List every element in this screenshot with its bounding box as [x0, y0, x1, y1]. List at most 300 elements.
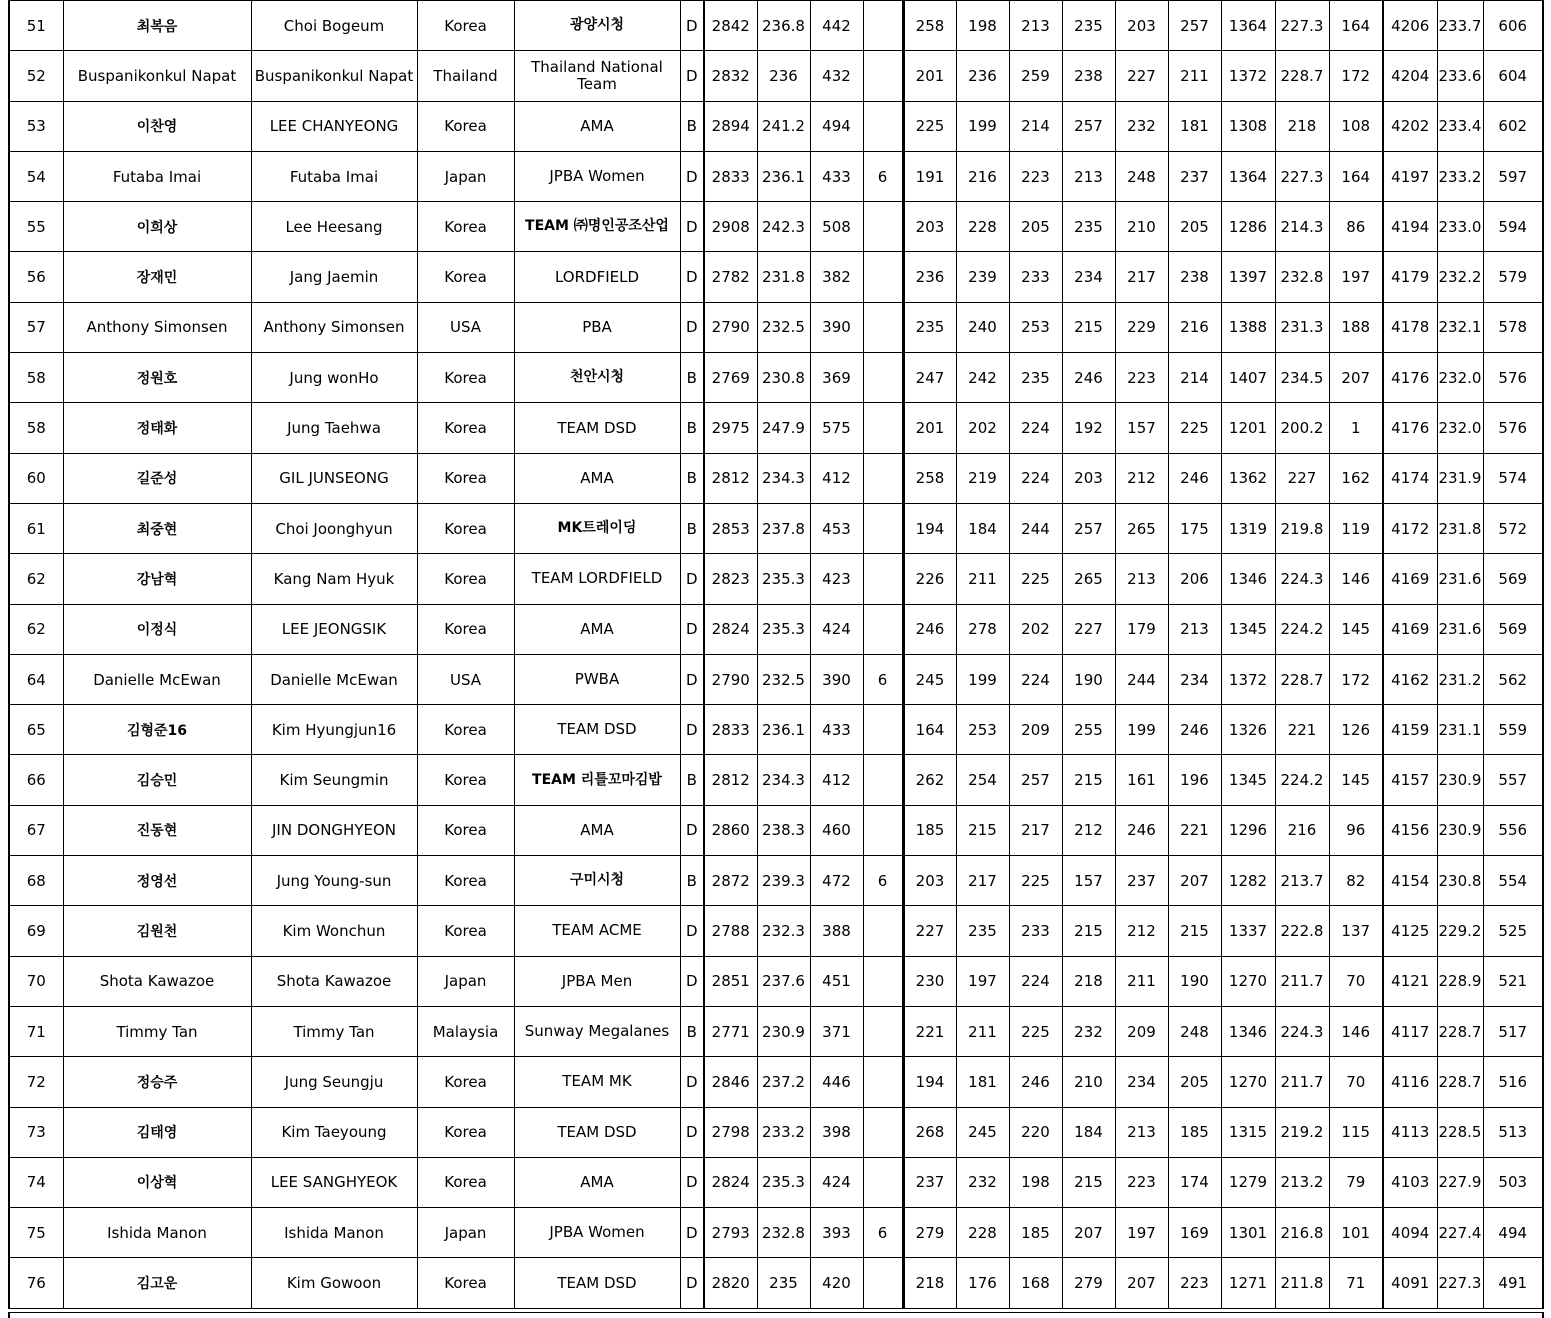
game-2-cell: 219: [956, 453, 1009, 503]
round-average-cell: 227.3: [1275, 151, 1329, 201]
grand-total-cell: 4176: [1383, 403, 1437, 453]
round-total-cell: 1364: [1221, 1, 1275, 51]
team-cell: TEAM ACME: [514, 906, 680, 956]
grand-total-cell: 4113: [1383, 1107, 1437, 1157]
english-name-cell: Jung Taehwa: [251, 403, 417, 453]
qualifying-average-cell: 235.3: [757, 554, 810, 604]
grand-over-cell: 569: [1483, 554, 1543, 604]
qualifying-total-cell: 2790: [704, 302, 757, 352]
round-total-cell: 1346: [1221, 1006, 1275, 1056]
round-total-cell: 1279: [1221, 1157, 1275, 1207]
table-row: [9, 453, 1543, 503]
game-5-cell: 246: [1115, 805, 1168, 855]
round-total-cell: 1345: [1221, 755, 1275, 805]
country-cell: Korea: [417, 805, 514, 855]
qualifying-over-cell: 508: [810, 202, 863, 252]
qualifying-average-cell: 230.9: [757, 1006, 810, 1056]
qualifying-total-cell: 2853: [704, 503, 757, 553]
game-2-cell: 245: [956, 1107, 1009, 1157]
grand-total-cell: 4194: [1383, 202, 1437, 252]
grand-total-cell: 4103: [1383, 1157, 1437, 1207]
round-total-cell: 1282: [1221, 856, 1275, 906]
table-row: [9, 604, 1543, 654]
qualifying-over-cell: 423: [810, 554, 863, 604]
table-row: [9, 252, 1543, 302]
qualifying-over-cell: 432: [810, 51, 863, 101]
country-cell: Malaysia: [417, 1006, 514, 1056]
round-total-cell: 1315: [1221, 1107, 1275, 1157]
game-2-cell: 184: [956, 503, 1009, 553]
game-5-cell: 234: [1115, 1057, 1168, 1107]
qualifying-average-cell: 232.8: [757, 1208, 810, 1258]
local-name-cell: 김태영: [63, 1107, 251, 1157]
game-6-cell: 215: [1168, 906, 1221, 956]
game-2-cell: 176: [956, 1258, 1009, 1308]
qualifying-over-cell: 390: [810, 654, 863, 704]
qualifying-over-cell: 453: [810, 503, 863, 553]
game-5-cell: 211: [1115, 956, 1168, 1006]
grand-over-cell: 576: [1483, 353, 1543, 403]
qualifying-average-cell: 235: [757, 1258, 810, 1308]
qualifying-over-cell: 371: [810, 1006, 863, 1056]
round-average-cell: 227.3: [1275, 1, 1329, 51]
grand-over-cell: 574: [1483, 453, 1543, 503]
game-3-cell: 205: [1009, 202, 1062, 252]
english-name-cell: Buspanikonkul Napat: [251, 51, 417, 101]
local-name-cell: Futaba Imai: [63, 151, 251, 201]
table-row: [9, 151, 1543, 201]
grand-total-cell: 4157: [1383, 755, 1437, 805]
rank-cell: 76: [9, 1258, 63, 1308]
round-total-cell: 1286: [1221, 202, 1275, 252]
game-3-cell: 223: [1009, 151, 1062, 201]
country-cell: USA: [417, 302, 514, 352]
game-6-cell: 221: [1168, 805, 1221, 855]
rank-cell: 53: [9, 101, 63, 151]
rank-cell: 62: [9, 604, 63, 654]
english-name-cell: LEE CHANYEONG: [251, 101, 417, 151]
country-cell: Korea: [417, 503, 514, 553]
team-cell: MK트레이딩: [514, 503, 680, 553]
qualifying-average-cell: 241.2: [757, 101, 810, 151]
english-name-cell: Shota Kawazoe: [251, 956, 417, 1006]
round-average-cell: 224.3: [1275, 554, 1329, 604]
round-average-cell: 227: [1275, 453, 1329, 503]
grand-average-cell: 229.2: [1437, 906, 1483, 956]
team-cell: TEAM DSD: [514, 705, 680, 755]
qualifying-average-cell: 239.3: [757, 856, 810, 906]
game-3-cell: 224: [1009, 403, 1062, 453]
class-cell: D: [680, 1, 704, 51]
grand-average-cell: 231.6: [1437, 554, 1483, 604]
local-name-cell: 이정식: [63, 604, 251, 654]
game-4-cell: 215: [1062, 906, 1115, 956]
qualifying-over-cell: 412: [810, 453, 863, 503]
round-over-cell: 172: [1329, 654, 1383, 704]
game-6-cell: 207: [1168, 856, 1221, 906]
game-5-cell: 232: [1115, 101, 1168, 151]
grand-over-cell: 494: [1483, 1208, 1543, 1258]
grand-over-cell: 572: [1483, 503, 1543, 553]
country-cell: Korea: [417, 604, 514, 654]
game-3-cell: 259: [1009, 51, 1062, 101]
table-row: [9, 554, 1543, 604]
english-name-cell: Kim Wonchun: [251, 906, 417, 956]
round-average-cell: 219.2: [1275, 1107, 1329, 1157]
game-6-cell: 181: [1168, 101, 1221, 151]
table-row: [9, 1157, 1543, 1207]
handicap-cell: [863, 101, 903, 151]
rank-cell: 69: [9, 906, 63, 956]
round-over-cell: 188: [1329, 302, 1383, 352]
class-cell: B: [680, 1006, 704, 1056]
table-row: [9, 51, 1543, 101]
game-6-cell: 205: [1168, 202, 1221, 252]
grand-over-cell: 557: [1483, 755, 1543, 805]
grand-over-cell: 513: [1483, 1107, 1543, 1157]
local-name-cell: 김형준16: [63, 705, 251, 755]
round-over-cell: 70: [1329, 1057, 1383, 1107]
grand-total-cell: 4202: [1383, 101, 1437, 151]
handicap-cell: [863, 453, 903, 503]
grand-over-cell: 525: [1483, 906, 1543, 956]
local-name-cell: Timmy Tan: [63, 1006, 251, 1056]
game-5-cell: 227: [1115, 51, 1168, 101]
table-row: [9, 1208, 1543, 1258]
game-1-cell: 258: [903, 1, 956, 51]
team-cell: 구미시청: [514, 856, 680, 906]
game-6-cell: 237: [1168, 151, 1221, 201]
round-average-cell: 216: [1275, 805, 1329, 855]
country-cell: Japan: [417, 956, 514, 1006]
round-over-cell: 96: [1329, 805, 1383, 855]
game-4-cell: 227: [1062, 604, 1115, 654]
qualifying-average-cell: 235.3: [757, 1157, 810, 1207]
country-cell: Korea: [417, 202, 514, 252]
rank-cell: 66: [9, 755, 63, 805]
team-cell: AMA: [514, 805, 680, 855]
table-row: [9, 906, 1543, 956]
round-average-cell: 224.3: [1275, 1006, 1329, 1056]
rank-cell: 57: [9, 302, 63, 352]
qualifying-total-cell: 2833: [704, 705, 757, 755]
round-over-cell: 82: [1329, 856, 1383, 906]
qualifying-total-cell: 2771: [704, 1006, 757, 1056]
local-name-cell: 이희상: [63, 202, 251, 252]
qualifying-average-cell: 236: [757, 51, 810, 101]
team-cell: Thailand National Team: [514, 51, 680, 101]
class-cell: D: [680, 151, 704, 201]
standings-body: [9, 1, 1543, 1309]
qualifying-over-cell: 424: [810, 1157, 863, 1207]
game-1-cell: 279: [903, 1208, 956, 1258]
game-1-cell: 227: [903, 906, 956, 956]
grand-over-cell: 554: [1483, 856, 1543, 906]
grand-total-cell: 4169: [1383, 554, 1437, 604]
round-total-cell: 1270: [1221, 1057, 1275, 1107]
game-4-cell: 213: [1062, 151, 1115, 201]
rank-cell: 55: [9, 202, 63, 252]
handicap-cell: 6: [863, 856, 903, 906]
game-1-cell: 191: [903, 151, 956, 201]
game-3-cell: 225: [1009, 1006, 1062, 1056]
round-average-cell: 200.2: [1275, 403, 1329, 453]
game-5-cell: 217: [1115, 252, 1168, 302]
local-name-cell: 정태화: [63, 403, 251, 453]
game-1-cell: 245: [903, 654, 956, 704]
game-6-cell: 196: [1168, 755, 1221, 805]
team-cell: PWBA: [514, 654, 680, 704]
handicap-cell: [863, 906, 903, 956]
grand-over-cell: 576: [1483, 403, 1543, 453]
english-name-cell: Kang Nam Hyuk: [251, 554, 417, 604]
class-cell: D: [680, 202, 704, 252]
game-4-cell: 218: [1062, 956, 1115, 1006]
qualifying-average-cell: 242.3: [757, 202, 810, 252]
round-average-cell: 228.7: [1275, 654, 1329, 704]
game-1-cell: 221: [903, 1006, 956, 1056]
table-row: [9, 654, 1543, 704]
qualifying-average-cell: 233.2: [757, 1107, 810, 1157]
grand-average-cell: 233.2: [1437, 151, 1483, 201]
game-1-cell: 201: [903, 403, 956, 453]
game-5-cell: 197: [1115, 1208, 1168, 1258]
qualifying-average-cell: 235.3: [757, 604, 810, 654]
table-row: [9, 1057, 1543, 1107]
game-6-cell: 174: [1168, 1157, 1221, 1207]
grand-over-cell: 562: [1483, 654, 1543, 704]
round-total-cell: 1308: [1221, 101, 1275, 151]
round-over-cell: 86: [1329, 202, 1383, 252]
english-name-cell: Kim Gowoon: [251, 1258, 417, 1308]
round-average-cell: 232.8: [1275, 252, 1329, 302]
team-cell: 천안시청: [514, 353, 680, 403]
grand-average-cell: 231.1: [1437, 705, 1483, 755]
english-name-cell: Danielle McEwan: [251, 654, 417, 704]
game-2-cell: 228: [956, 202, 1009, 252]
country-cell: Korea: [417, 705, 514, 755]
local-name-cell: 진동현: [63, 805, 251, 855]
game-2-cell: 211: [956, 1006, 1009, 1056]
game-1-cell: 203: [903, 202, 956, 252]
handicap-cell: 6: [863, 151, 903, 201]
team-cell: JPBA Women: [514, 151, 680, 201]
game-1-cell: 262: [903, 755, 956, 805]
class-cell: D: [680, 956, 704, 1006]
qualifying-total-cell: 2833: [704, 151, 757, 201]
game-3-cell: 233: [1009, 252, 1062, 302]
game-1-cell: 194: [903, 1057, 956, 1107]
game-2-cell: 181: [956, 1057, 1009, 1107]
round-total-cell: 1301: [1221, 1208, 1275, 1258]
team-cell: AMA: [514, 604, 680, 654]
rank-cell: 62: [9, 554, 63, 604]
qualifying-total-cell: 2824: [704, 604, 757, 654]
local-name-cell: 장재민: [63, 252, 251, 302]
english-name-cell: LEE JEONGSIK: [251, 604, 417, 654]
handicap-cell: [863, 1258, 903, 1308]
rank-cell: 54: [9, 151, 63, 201]
handicap-cell: 6: [863, 1208, 903, 1258]
game-6-cell: 246: [1168, 705, 1221, 755]
game-2-cell: 232: [956, 1157, 1009, 1207]
game-4-cell: 215: [1062, 1157, 1115, 1207]
country-cell: Korea: [417, 554, 514, 604]
round-total-cell: 1270: [1221, 956, 1275, 1006]
game-5-cell: 248: [1115, 151, 1168, 201]
class-cell: D: [680, 705, 704, 755]
game-6-cell: 214: [1168, 353, 1221, 403]
grand-total-cell: 4156: [1383, 805, 1437, 855]
round-over-cell: 164: [1329, 151, 1383, 201]
qualifying-total-cell: 2846: [704, 1057, 757, 1107]
table-row: [9, 302, 1543, 352]
country-cell: Korea: [417, 252, 514, 302]
game-6-cell: 246: [1168, 453, 1221, 503]
team-cell: TEAM LORDFIELD: [514, 554, 680, 604]
rank-cell: 56: [9, 252, 63, 302]
rank-cell: 67: [9, 805, 63, 855]
qualifying-total-cell: 2860: [704, 805, 757, 855]
country-cell: Japan: [417, 151, 514, 201]
team-cell: TEAM 리틀꼬마김밥: [514, 755, 680, 805]
grand-total-cell: 4176: [1383, 353, 1437, 403]
game-4-cell: 265: [1062, 554, 1115, 604]
game-5-cell: 212: [1115, 906, 1168, 956]
handicap-cell: [863, 1157, 903, 1207]
round-average-cell: 234.5: [1275, 353, 1329, 403]
game-3-cell: 202: [1009, 604, 1062, 654]
round-total-cell: 1362: [1221, 453, 1275, 503]
handicap-cell: [863, 1, 903, 51]
qualifying-average-cell: 234.3: [757, 755, 810, 805]
grand-over-cell: 521: [1483, 956, 1543, 1006]
game-1-cell: 164: [903, 705, 956, 755]
game-1-cell: 258: [903, 453, 956, 503]
rank-cell: 74: [9, 1157, 63, 1207]
english-name-cell: Jang Jaemin: [251, 252, 417, 302]
game-3-cell: 253: [1009, 302, 1062, 352]
qualifying-average-cell: 231.8: [757, 252, 810, 302]
game-1-cell: 268: [903, 1107, 956, 1157]
team-cell: JPBA Men: [514, 956, 680, 1006]
round-total-cell: 1326: [1221, 705, 1275, 755]
game-4-cell: 257: [1062, 101, 1115, 151]
round-over-cell: 145: [1329, 604, 1383, 654]
qualifying-total-cell: 2975: [704, 403, 757, 453]
game-3-cell: 198: [1009, 1157, 1062, 1207]
grand-average-cell: 231.8: [1437, 503, 1483, 553]
game-3-cell: 233: [1009, 906, 1062, 956]
english-name-cell: Jung Seungju: [251, 1057, 417, 1107]
english-name-cell: Jung Young-sun: [251, 856, 417, 906]
handicap-cell: [863, 252, 903, 302]
round-total-cell: 1337: [1221, 906, 1275, 956]
grand-over-cell: 594: [1483, 202, 1543, 252]
round-total-cell: 1271: [1221, 1258, 1275, 1308]
english-name-cell: Choi Bogeum: [251, 1, 417, 51]
country-cell: Korea: [417, 1258, 514, 1308]
game-6-cell: 223: [1168, 1258, 1221, 1308]
round-average-cell: 211.7: [1275, 1057, 1329, 1107]
qualifying-average-cell: 232.3: [757, 906, 810, 956]
game-2-cell: 211: [956, 554, 1009, 604]
game-1-cell: 230: [903, 956, 956, 1006]
game-6-cell: 175: [1168, 503, 1221, 553]
game-4-cell: 235: [1062, 1, 1115, 51]
grand-total-cell: 4154: [1383, 856, 1437, 906]
local-name-cell: 강남혁: [63, 554, 251, 604]
game-4-cell: 207: [1062, 1208, 1115, 1258]
grand-average-cell: 228.5: [1437, 1107, 1483, 1157]
game-5-cell: 223: [1115, 1157, 1168, 1207]
english-name-cell: Kim Taeyoung: [251, 1107, 417, 1157]
game-2-cell: 236: [956, 51, 1009, 101]
local-name-cell: 정원호: [63, 353, 251, 403]
game-2-cell: 242: [956, 353, 1009, 403]
round-over-cell: 108: [1329, 101, 1383, 151]
game-6-cell: 205: [1168, 1057, 1221, 1107]
rank-cell: 70: [9, 956, 63, 1006]
game-4-cell: 190: [1062, 654, 1115, 704]
country-cell: Korea: [417, 856, 514, 906]
qualifying-total-cell: 2812: [704, 755, 757, 805]
game-4-cell: 203: [1062, 453, 1115, 503]
grand-average-cell: 230.9: [1437, 755, 1483, 805]
grand-total-cell: 4117: [1383, 1006, 1437, 1056]
qualifying-average-cell: 238.3: [757, 805, 810, 855]
qualifying-average-cell: 247.9: [757, 403, 810, 453]
grand-total-cell: 4125: [1383, 906, 1437, 956]
game-2-cell: 202: [956, 403, 1009, 453]
local-name-cell: Anthony Simonsen: [63, 302, 251, 352]
game-5-cell: 179: [1115, 604, 1168, 654]
local-name-cell: 정승주: [63, 1057, 251, 1107]
rank-cell: 51: [9, 1, 63, 51]
team-cell: TEAM DSD: [514, 1258, 680, 1308]
game-1-cell: 194: [903, 503, 956, 553]
team-cell: TEAM MK: [514, 1057, 680, 1107]
game-2-cell: 240: [956, 302, 1009, 352]
qualifying-over-cell: 472: [810, 856, 863, 906]
grand-total-cell: 4206: [1383, 1, 1437, 51]
qualifying-total-cell: 2832: [704, 51, 757, 101]
grand-over-cell: 604: [1483, 51, 1543, 101]
grand-total-cell: 4178: [1383, 302, 1437, 352]
game-3-cell: 235: [1009, 353, 1062, 403]
standings-table: [8, 0, 1544, 1309]
game-4-cell: 255: [1062, 705, 1115, 755]
country-cell: Thailand: [417, 51, 514, 101]
game-2-cell: 235: [956, 906, 1009, 956]
local-name-cell: Ishida Manon: [63, 1208, 251, 1258]
game-1-cell: 247: [903, 353, 956, 403]
grand-average-cell: 232.2: [1437, 252, 1483, 302]
local-name-cell: 최복음: [63, 1, 251, 51]
rank-cell: 58: [9, 403, 63, 453]
grand-over-cell: 602: [1483, 101, 1543, 151]
qualifying-over-cell: 433: [810, 151, 863, 201]
rank-cell: 68: [9, 856, 63, 906]
country-cell: Korea: [417, 1057, 514, 1107]
game-5-cell: 213: [1115, 1107, 1168, 1157]
grand-average-cell: 233.7: [1437, 1, 1483, 51]
country-cell: Korea: [417, 755, 514, 805]
game-1-cell: 218: [903, 1258, 956, 1308]
game-2-cell: 216: [956, 151, 1009, 201]
game-2-cell: 199: [956, 654, 1009, 704]
grand-average-cell: 228.9: [1437, 956, 1483, 1006]
